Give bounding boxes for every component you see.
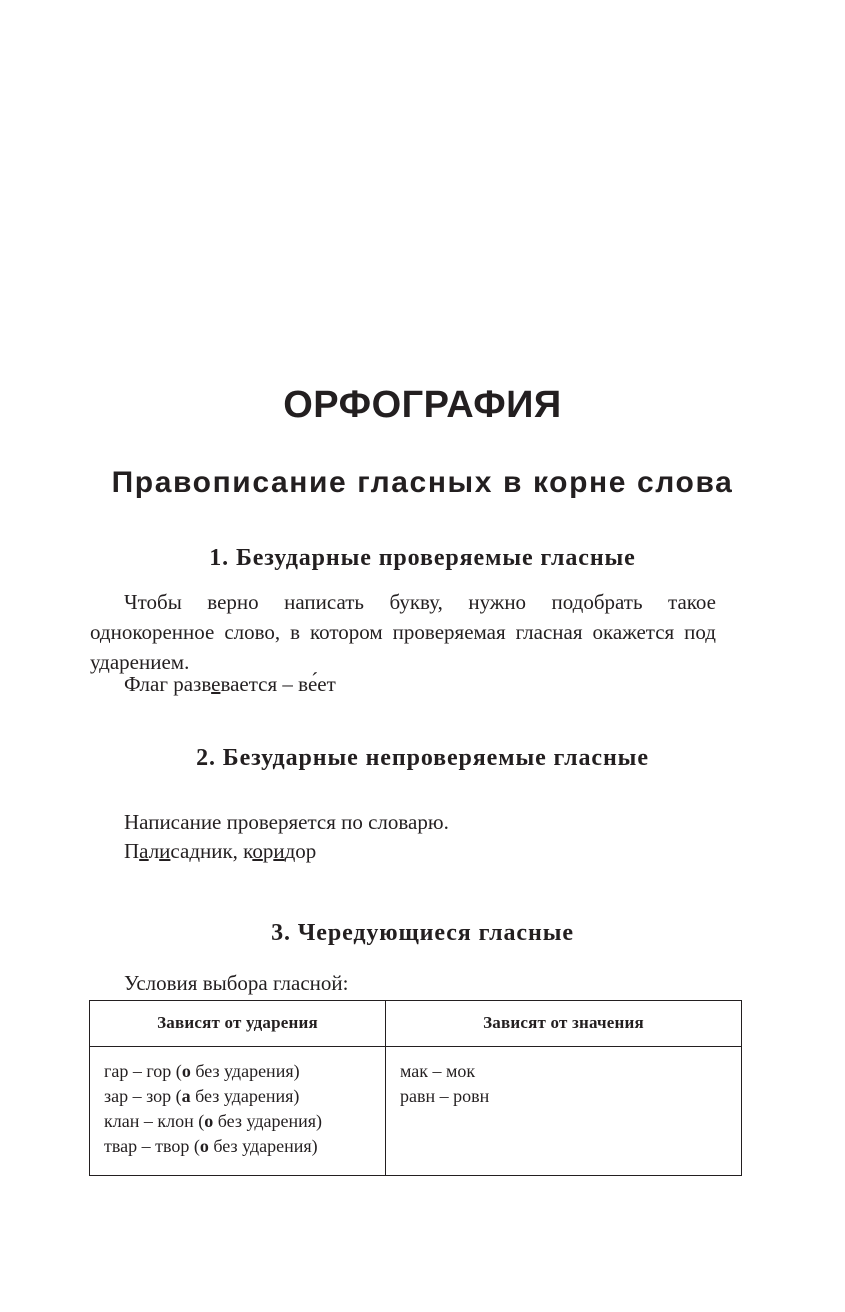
example-2-part-5: о	[252, 839, 263, 863]
rule-roots: гар – гор (	[104, 1061, 182, 1081]
meaning-rule-line-0: мак – мок	[400, 1061, 476, 1081]
table-header-depends-on-meaning: Зависят от значения	[386, 1001, 742, 1047]
section-1-example	[90, 669, 716, 699]
example-2-part-6: р	[262, 839, 274, 863]
section-2-example	[90, 836, 716, 866]
table-header-depends-on-stress: Зависят от ударения	[90, 1001, 386, 1047]
rule-vowel: а	[181, 1086, 191, 1106]
rule-vowel: о	[204, 1111, 214, 1131]
section-heading-3: 3. Чередующиеся гласные	[271, 920, 574, 946]
example-1-underlined-letter: е	[211, 672, 221, 696]
alternating-vowels-table	[89, 1000, 742, 1176]
example-2-part-7: и	[273, 839, 285, 863]
rule-condition: без ударения)	[208, 1136, 318, 1156]
meaning-rule-line-1: равн – ровн	[400, 1086, 490, 1106]
rule-roots: клан – клон (	[104, 1111, 205, 1131]
rule-roots: твар – твор (	[104, 1136, 200, 1156]
section-1-rule-text: Чтобы верно написать букву, нужно подобрать такое однокоренное слово, в котором проверяемая гласная окажется под ударением.	[90, 590, 716, 674]
rule-vowel: о	[199, 1136, 209, 1156]
rule-condition: без ударения)	[190, 1061, 300, 1081]
example-2-part-3: и	[159, 839, 171, 863]
table-cell-meaning-rules	[386, 1047, 742, 1176]
example-2-part-1: а	[139, 839, 149, 863]
page-title: ОРФОГРАФИЯ	[283, 384, 562, 427]
section-2-rule-text: Написание проверяется по словарю.	[124, 810, 449, 834]
example-2-part-8: дор	[284, 839, 317, 863]
example-2-part-0: П	[124, 839, 140, 863]
stress-rule-line-1	[104, 1084, 377, 1109]
example-2-part-4: садник, к	[170, 839, 253, 863]
table-head	[90, 1001, 742, 1047]
table-row	[90, 1047, 742, 1176]
example-1-suffix: вается – ве́ет	[220, 672, 336, 696]
table-body	[90, 1047, 742, 1176]
table-header-row	[90, 1001, 742, 1047]
rule-roots: зар – зор (	[104, 1086, 182, 1106]
section-heading-1: 1. Безударные проверяемые гласные	[209, 545, 636, 571]
rule-vowel: о	[181, 1061, 191, 1081]
table-cell-stress-rules	[90, 1047, 386, 1176]
example-1-prefix: Флаг разв	[124, 672, 212, 696]
stress-rule-line-3	[104, 1134, 377, 1159]
stress-rule-line-0	[104, 1059, 377, 1084]
stress-rule-line-2	[104, 1109, 377, 1134]
example-2-part-2: л	[148, 839, 160, 863]
rule-condition: без ударения)	[190, 1086, 300, 1106]
section-heading-2: 2. Безударные непроверяемые гласные	[196, 745, 649, 771]
rule-condition: без ударения)	[213, 1111, 323, 1131]
section-3-rule-text: Условия выбора гласной:	[124, 971, 349, 995]
page-subtitle: Правописание гласных в корне слова	[111, 465, 734, 499]
